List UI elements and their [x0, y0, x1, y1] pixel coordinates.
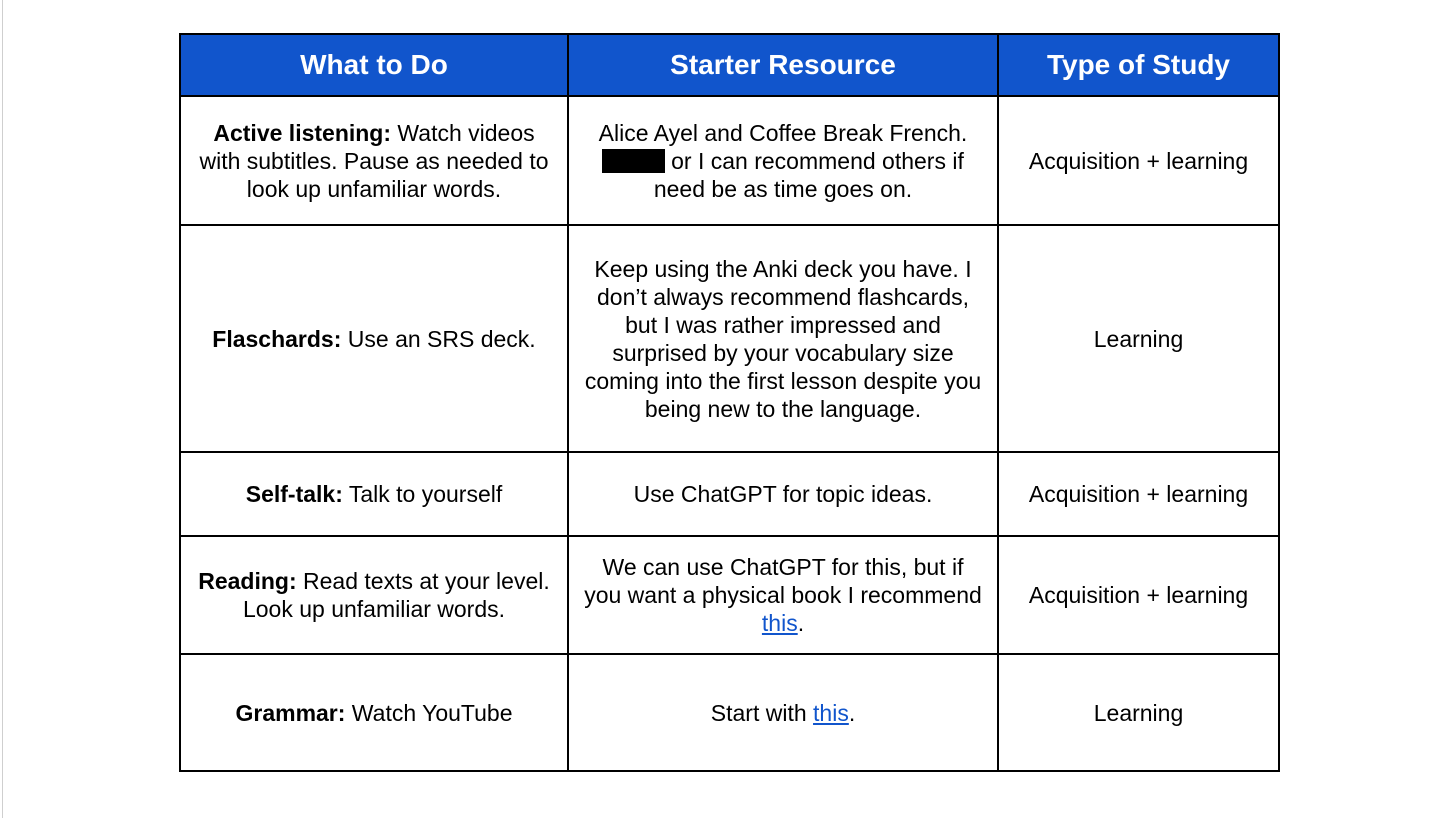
resource-text: or I can recommend others if need be as time goes on.	[653, 147, 964, 202]
what-cell	[180, 452, 568, 536]
type-cell: Learning	[998, 654, 1279, 771]
activity-desc: Use an SRS deck.	[341, 325, 536, 352]
activity-term: Grammar:	[235, 699, 346, 726]
redaction-block	[602, 149, 665, 173]
resource-cell	[568, 536, 998, 654]
what-cell	[180, 654, 568, 771]
study-plan-table	[179, 33, 1280, 772]
resource-text: Start with	[710, 699, 814, 726]
reading-book-link[interactable]: this	[761, 610, 798, 636]
activity-desc: Read texts at your level. Look up unfamiliar words.	[242, 568, 550, 622]
activity-desc: Talk to yourself	[342, 481, 503, 507]
resource-cell	[568, 96, 998, 225]
grammar-video-link[interactable]: this	[813, 699, 849, 726]
what-cell	[180, 96, 568, 225]
activity-term: Flaschards:	[212, 325, 342, 352]
table-row	[180, 96, 1279, 225]
activity-desc: Watch videos with subtitles. Pause as needed to look up unfamiliar words.	[199, 119, 549, 202]
what-cell	[180, 225, 568, 452]
table-row	[180, 536, 1279, 654]
resource-cell	[568, 654, 998, 771]
type-cell: Acquisition + learning	[998, 452, 1279, 536]
activity-term: Active listening:	[213, 119, 392, 146]
table-row	[180, 225, 1279, 452]
header-type-of-study: Type of Study	[998, 34, 1279, 96]
type-cell: Acquisition + learning	[998, 536, 1279, 654]
page-left-border	[2, 0, 3, 818]
table-row	[180, 654, 1279, 771]
activity-term: Reading:	[198, 568, 297, 594]
resource-text: .	[848, 699, 856, 726]
resource-cell: Use ChatGPT for topic ideas.	[568, 452, 998, 536]
resource-cell: Keep using the Anki deck you have. I don’t always recommend flashcards, but I was rather impressed and surprised by your vocabulary size coming into the first lesson despite you being new to the language.	[568, 225, 998, 452]
activity-desc: Watch YouTube	[345, 699, 513, 726]
header-row	[180, 34, 1279, 96]
header-starter-resource: Starter Resource	[568, 34, 998, 96]
what-cell	[180, 536, 568, 654]
table-row	[180, 452, 1279, 536]
resource-text: We can use ChatGPT for this, but if you want a physical book I recommend	[584, 554, 982, 608]
activity-term: Self-talk:	[245, 481, 343, 507]
resource-text: Alice Ayel and Coffee Break French.	[598, 119, 968, 146]
type-cell: Learning	[998, 225, 1279, 452]
resource-text: .	[797, 610, 805, 636]
header-what-to-do: What to Do	[180, 34, 568, 96]
type-cell: Acquisition + learning	[998, 96, 1279, 225]
